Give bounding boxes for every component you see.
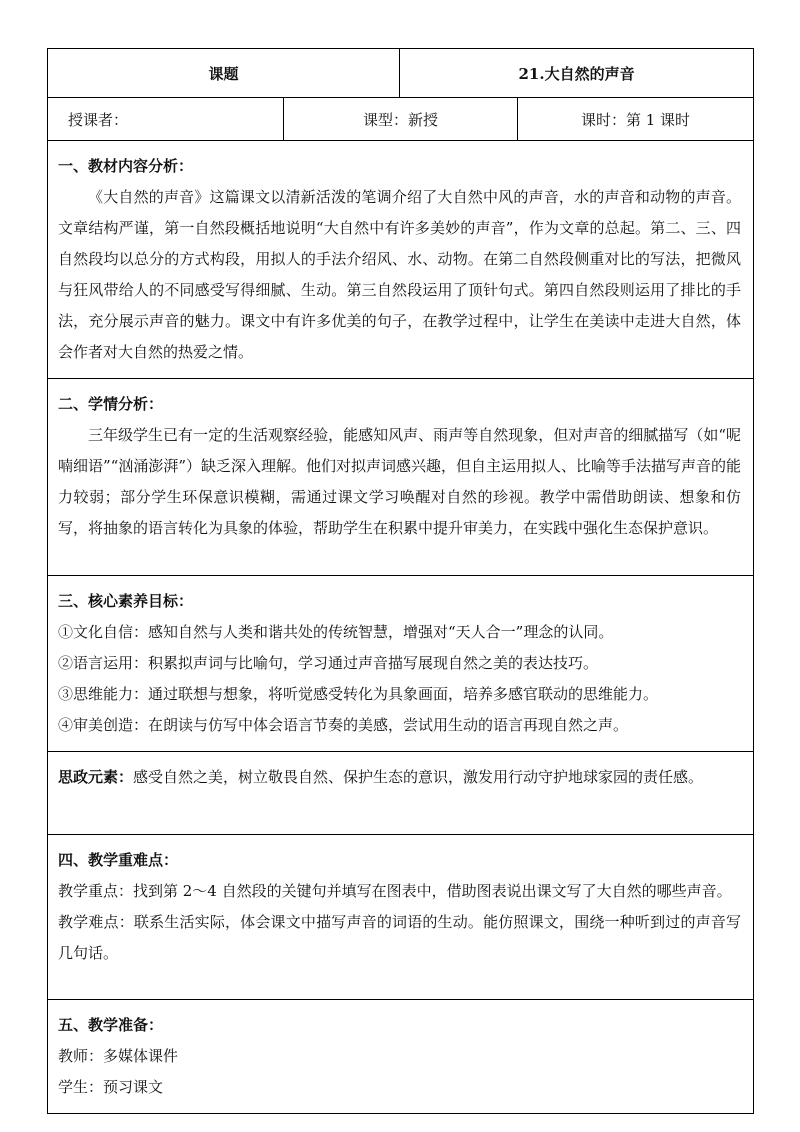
- student-analysis-text: 三年级学生已有一定的生活观察经验，能感知风声、雨声等自然现象，但对声音的细腻描写（如“呢喃细语”“汹涌澎湃”）缺乏深入理解。他们对拟声词感兴趣，但自主运用拟人、比喻等手法描写声音的能力较弱；部分学生环保意识模糊，需通过课文学习唤醒对自然的珍视。教学中需借助朗读、想象和仿写，将抽象的语言转化为具象的体验，帮助学生在积累中提升审美力，在实践中强化生态保护意识。: [58, 426, 742, 537]
- student-analysis-row: [48, 379, 754, 576]
- student-analysis-heading: 二、学情分析：: [58, 395, 164, 413]
- ideology-row: [48, 752, 754, 835]
- material-analysis-heading: 一、教材内容分析：: [58, 157, 194, 175]
- teacher-field: 授课者：: [48, 98, 284, 141]
- ideology-text: 感受自然之美，树立敬畏自然、保护生态的意识，激发用行动守护地球家园的责任感。: [133, 768, 704, 786]
- student-preparation: 学生：预习课文: [58, 1078, 164, 1096]
- material-analysis-text: 《大自然的声音》这篇课文以清新活泼的笔调介绍了大自然中风的声音，水的声音和动物的声音。文章结构严谨，第一自然段概括地说明“大自然中有许多美妙的声音”，作为文章的总起。第二、三、四自然段均以总分的方式构段，用拟人的手法介绍风、水、动物。在第二自然段侧重对比的写法，把微风与狂风带给人的不同感受写得细腻、生动。第三自然段运用了顶针句式。第四自然段则运用了排比的手法，充分展示声音的魅力。课文中有许多优美的句子，在教学过程中，让学生在美读中走进大自然，体会作者对大自然的热爱之情。: [58, 188, 742, 361]
- preparation-row: [48, 1000, 754, 1114]
- goal-item: ①文化自信：感知自然与人类和谐共处的传统智慧，增强对“天人合一”理念的认同。: [58, 623, 614, 641]
- goal-item: ④审美创造：在朗读与仿写中体会语言节奏的美感，尝试用生动的语言再现自然之声。: [58, 716, 629, 734]
- lesson-plan-table: [47, 48, 754, 1114]
- goal-item: ③思维能力：通过联想与想象，将听觉感受转化为具象画面，培养多感官联动的思维能力。: [58, 685, 659, 703]
- teaching-focus: 教学重点：找到第 2～4 自然段的关键句并填写在图表中，借助图表说出课文写了大自然的哪些声音。: [58, 882, 732, 900]
- material-analysis-row: [48, 141, 754, 379]
- teacher-preparation: 教师：多媒体课件: [58, 1047, 179, 1065]
- teaching-difficulty: 教学难点：联系生活实际，体会课文中描写声音的词语的生动。能仿照课文，围绕一种听到过的声音写几句话。: [58, 913, 742, 962]
- class-hours: 课时：第 1 课时: [518, 98, 754, 141]
- topic-value: 21.大自然的声音: [400, 49, 754, 98]
- preparation-heading: 五、教学准备：: [58, 1016, 164, 1034]
- core-goals-row: [48, 576, 754, 752]
- key-points-heading: 四、教学重难点：: [58, 851, 179, 869]
- meta-row: [48, 98, 754, 141]
- ideology-label: 思政元素：: [58, 768, 134, 786]
- goal-item: ②语言运用：积累拟声词与比喻句，学习通过声音描写展现自然之美的表达技巧。: [58, 654, 599, 672]
- title-row: [48, 49, 754, 98]
- lesson-type: 课型：新授: [284, 98, 518, 141]
- lesson-plan-page: [47, 48, 753, 1114]
- core-goals-heading: 三、核心素养目标：: [58, 592, 194, 610]
- ideology-paragraph: [58, 762, 741, 793]
- topic-label: 课题: [48, 49, 400, 98]
- key-points-row: [48, 835, 754, 1000]
